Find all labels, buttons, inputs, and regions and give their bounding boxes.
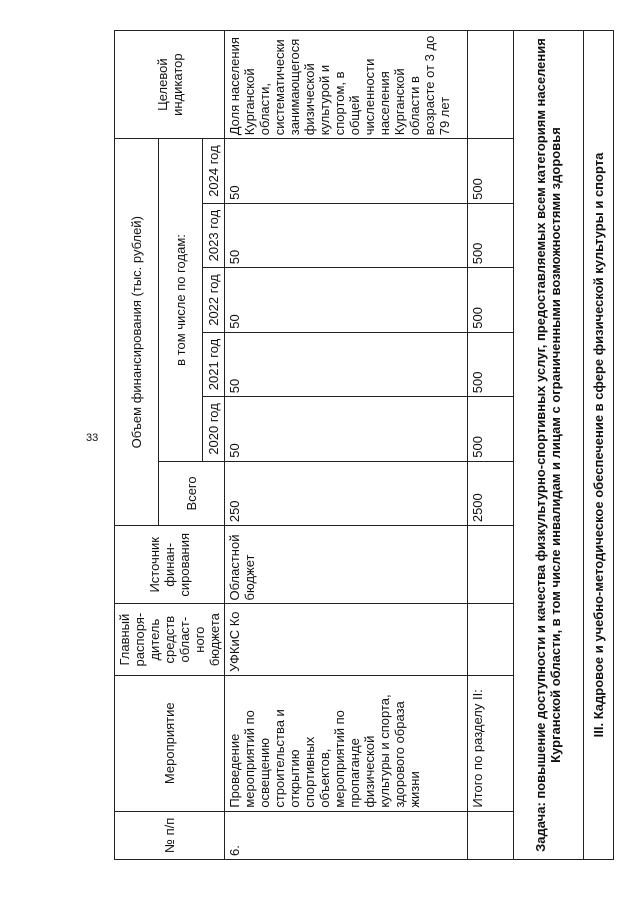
- subtotal-year-value: 500: [467, 397, 513, 461]
- header-row-1: [115, 31, 159, 860]
- subtotal-indicator: [467, 31, 513, 139]
- header-funding: Объем финансирования (тыс. рублей): [115, 139, 159, 526]
- header-executor: Главный распоря-дитель средств област-ного бюджета: [115, 604, 225, 675]
- header-source: Источник финан-сирования: [115, 526, 225, 604]
- subtotal-source: [467, 526, 513, 604]
- subtotal-executor: [467, 604, 513, 675]
- row6-year-value: 50: [225, 139, 467, 204]
- subtotal-total: 2500: [467, 461, 513, 525]
- section-row: [583, 31, 613, 860]
- header-by-years: в том числе по годам:: [159, 139, 203, 461]
- funding-table: [114, 30, 614, 860]
- page-number: 33: [86, 432, 99, 444]
- subtotal-year-value: 500: [467, 332, 513, 396]
- table-row: [467, 31, 513, 860]
- subtotal-num: [467, 811, 513, 859]
- row6-year-value: 50: [225, 203, 467, 267]
- row6-indicator: Доля населения Курганской области, систематически занимающегося физической культурой и спортом, в общей численности населения Курганской области в возрасте от 3 до 79 лет: [225, 31, 467, 139]
- row6-total: 250: [225, 461, 467, 525]
- row6-source: Областной бюджет: [225, 526, 467, 604]
- row6-year-value: 50: [225, 397, 467, 461]
- header-indicator: Целевой индикатор: [115, 31, 225, 139]
- row6-num: 6.: [225, 811, 467, 859]
- task-text: Задача: повышение доступности и качества физкультурно-спортивных услуг, предоставляемых всем категориям населения Курганской области, в том числе инвалидам и лицам с ограниченными возможностями здоровья: [513, 31, 583, 860]
- header-year: 2021 год: [203, 332, 225, 396]
- rotated-table-container: [114, 30, 614, 860]
- subtotal-label: Итого по разделу II:: [467, 675, 513, 811]
- row6-executor: УФКиС Ко: [225, 604, 467, 675]
- header-year: 2022 год: [203, 268, 225, 332]
- task-row: [513, 31, 583, 860]
- header-year: 2024 год: [203, 139, 225, 204]
- header-event: Мероприятие: [115, 675, 225, 811]
- header-year: 2020 год: [203, 397, 225, 461]
- subtotal-year-value: 500: [467, 139, 513, 204]
- subtotal-year-value: 500: [467, 268, 513, 332]
- row6-event: Проведение мероприятий по освещению строительства и открытию спортивных объектов, мероприятий по пропаганде физической культуры и спорта, здорового образа жизни: [225, 675, 467, 811]
- section-3-heading: III. Кадровое и учебно-методическое обеспечение в сфере физической культуры и спорта: [583, 31, 613, 860]
- subtotal-year-value: 500: [467, 203, 513, 267]
- row6-year-value: 50: [225, 268, 467, 332]
- row6-year-value: 50: [225, 332, 467, 396]
- header-total: Всего: [159, 461, 225, 525]
- table-row: [225, 31, 467, 860]
- header-num: № п/п: [115, 811, 225, 859]
- header-year: 2023 год: [203, 203, 225, 267]
